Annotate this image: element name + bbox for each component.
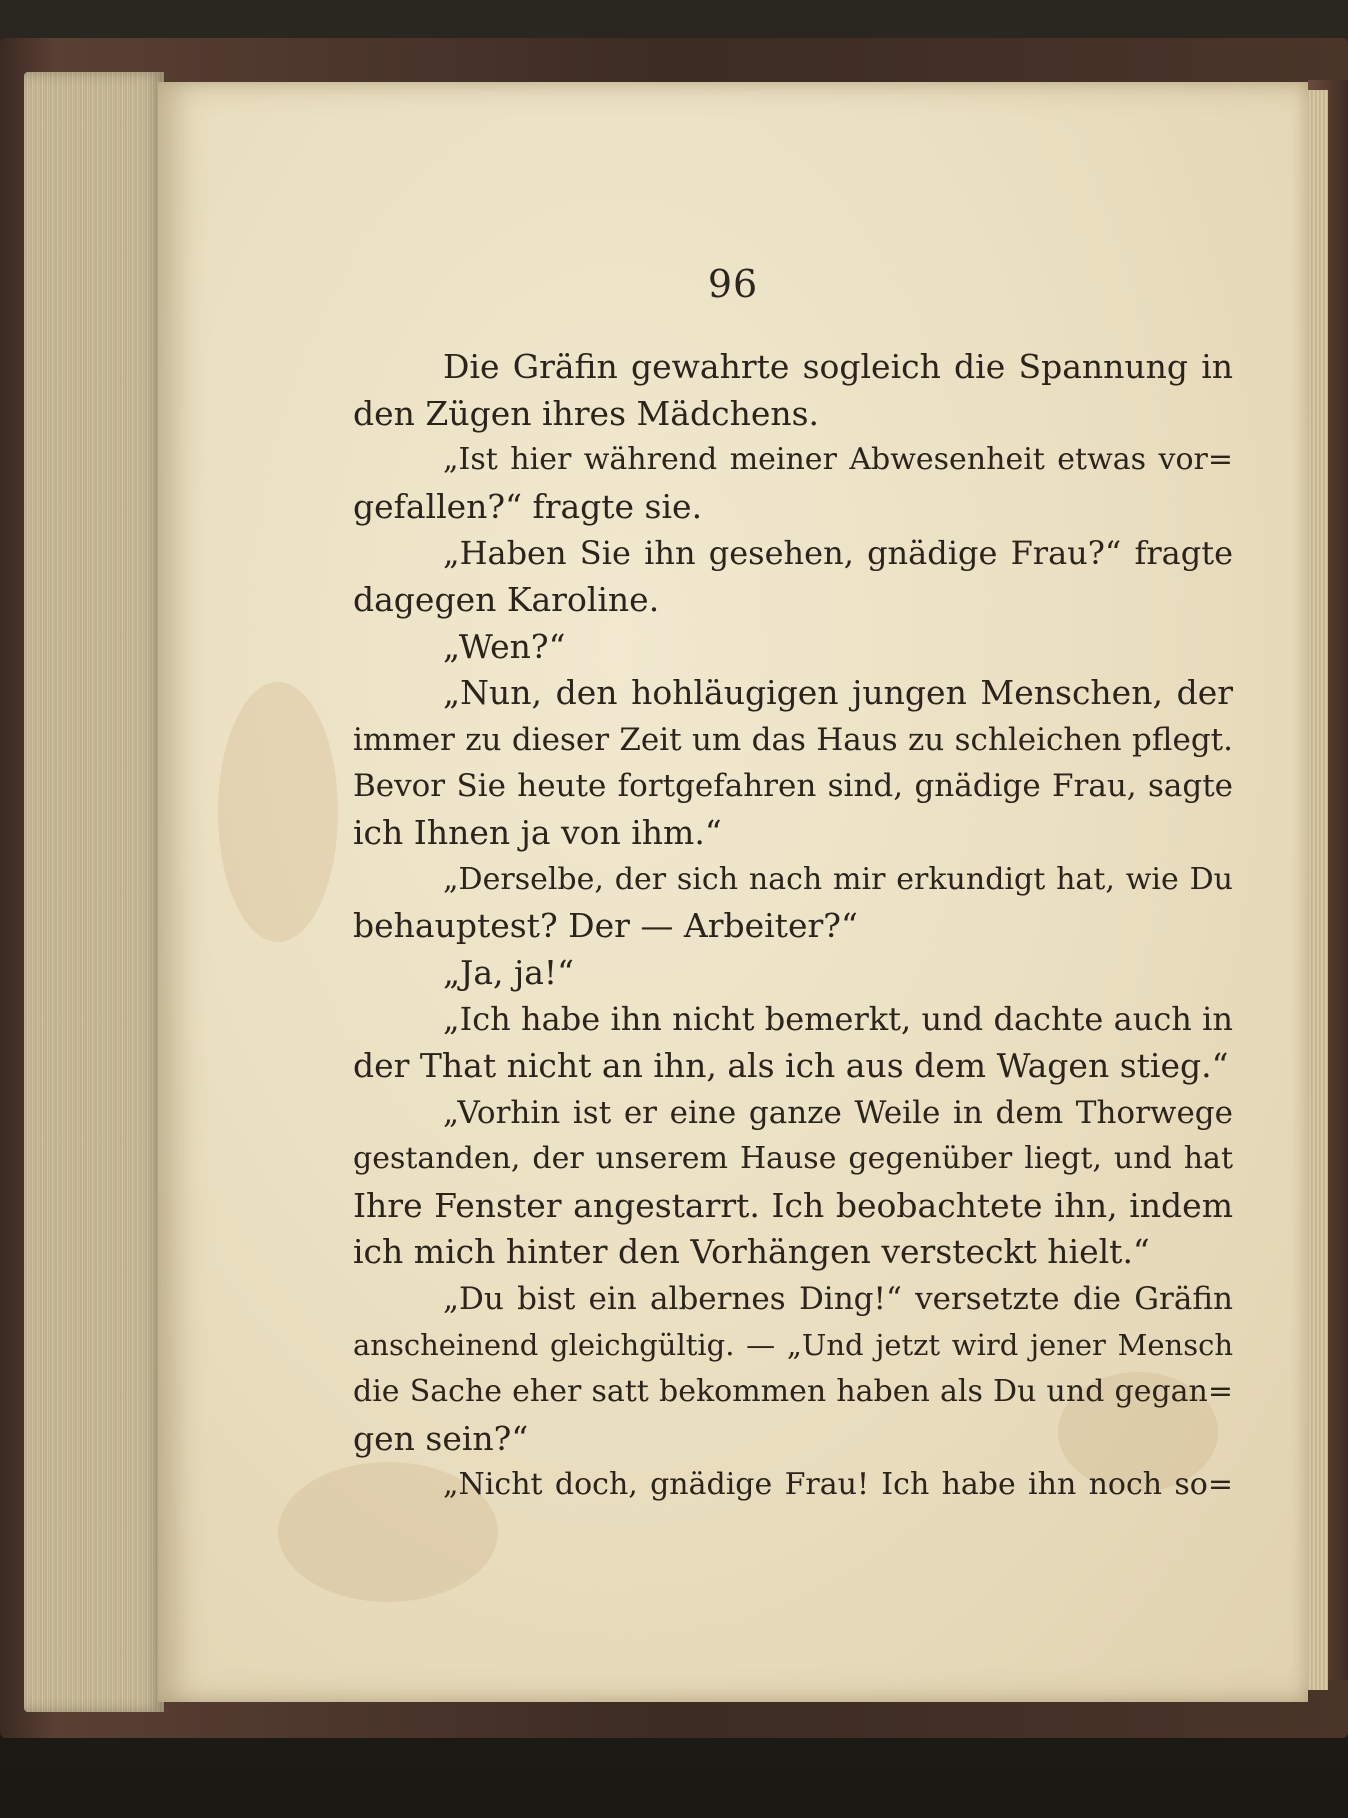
- text-line: dagegen Karoline.: [353, 579, 660, 619]
- text-line: „Ist hier während meiner Abwesenheit etwas vor=: [443, 442, 1233, 478]
- text-line: „Ja, ja!“: [443, 952, 575, 992]
- left-page-edges: [24, 72, 164, 1712]
- text-line: „Derselbe, der sich nach mir erkundigt hat, wie Du: [443, 861, 1233, 897]
- text-line: ich mich hinter den Vorhängen versteckt hielt.“: [353, 1232, 1150, 1272]
- text-line: Bevor Sie heute fortgefahren sind, gnädige Frau, sagte: [353, 768, 1233, 805]
- text-line: behauptest? Der — Arbeiter?“: [353, 906, 858, 946]
- text-line: Die Gräfin gewahrte sogleich die Spannung in: [443, 347, 1233, 386]
- text-line: „Wen?“: [443, 626, 566, 666]
- text-line: „Ich habe ihn nicht bemerkt, und dachte auch in: [443, 1000, 1233, 1039]
- body-text: [353, 344, 1233, 1509]
- stain: [218, 682, 338, 942]
- text-line: ich Ihnen ja von ihm.“: [353, 812, 722, 852]
- text-line: gen sein?“: [353, 1418, 529, 1458]
- text-line: gefallen?“ fragte sie.: [353, 486, 703, 526]
- text-line: Ihre Fenster angestarrt. Ich beobachtete ihn, indem: [353, 1185, 1233, 1225]
- text-line: immer zu dieser Zeit um das Haus zu schleichen pflegt.: [353, 721, 1233, 758]
- text-line: „Nicht doch, gnädige Frau! Ich habe ihn noch so=: [443, 1467, 1233, 1503]
- text-line: „Nun, den hohläugigen jungen Menschen, der: [443, 673, 1233, 713]
- text-line: den Zügen ihres Mädchens.: [353, 393, 820, 433]
- text-line: die Sache eher satt bekommen haben als Du und gegan=: [353, 1374, 1233, 1410]
- text-line: „Haben Sie ihn gesehen, gnädige Frau?“ fragte: [443, 534, 1233, 573]
- page-number: 96: [707, 262, 759, 306]
- text-line: „Du bist ein albernes Ding!“ versetzte die Gräfin: [443, 1280, 1233, 1317]
- text-line: gestanden, der unserem Hause gegenüber liegt, und hat: [353, 1141, 1233, 1177]
- text-line: anscheinend gleichgültig. — „Und jetzt wird jener Mensch: [353, 1328, 1233, 1363]
- book-page: [158, 82, 1308, 1702]
- text-line: der That nicht an ihn, als ich aus dem Wagen stieg.“: [353, 1045, 1229, 1085]
- text-line: „Vorhin ist er eine ganze Weile in dem Thorwege: [443, 1094, 1233, 1131]
